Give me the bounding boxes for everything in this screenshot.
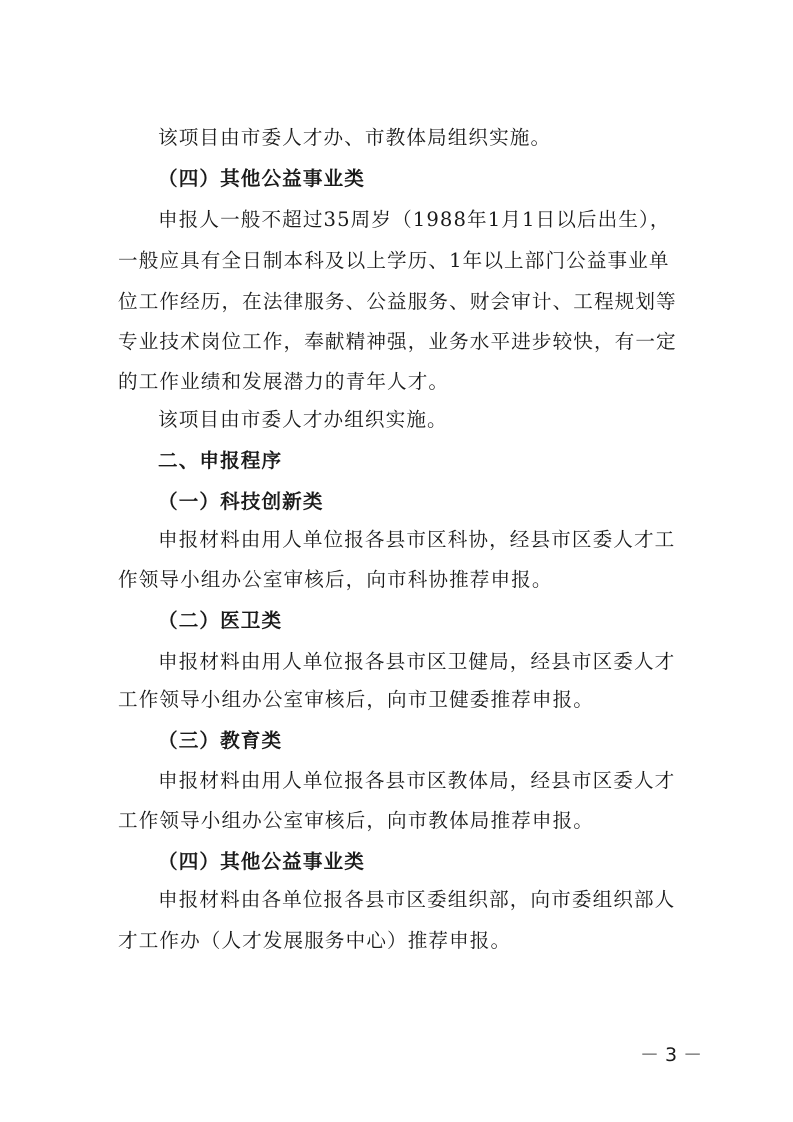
paragraph-line: 申报材料由用人单位报各县市区科协，经县市区委人才工 <box>158 528 676 551</box>
paragraph-line: 工作领导小组办公室审核后，向市卫健委推荐申报。 <box>118 688 594 711</box>
section-heading: 二、申报程序 <box>158 449 283 472</box>
paragraph-line: 专业技术岗位工作，奉献精神强，业务水平进步较快，有一定 <box>118 330 677 353</box>
paragraph-line: 申报材料由用人单位报各县市区卫健局，经县市区委人才 <box>158 650 676 673</box>
paragraph-line: 申报人一般不超过35周岁（1988年1月1日以后出生）， <box>158 208 671 231</box>
section-heading: （四）其他公益事业类 <box>158 167 365 190</box>
page-number: － 3 － <box>640 1044 703 1066</box>
paragraph-line: 申报材料由用人单位报各县市区教体局，经县市区委人才 <box>158 769 676 792</box>
paragraph-line: 申报材料由各单位报各县市区委组织部，向市委组织部人 <box>158 888 676 911</box>
section-heading: （二）医卫类 <box>158 609 283 632</box>
paragraph-line: 该项目由市委人才办组织实施。 <box>158 408 448 431</box>
section-heading: （三）教育类 <box>158 729 283 752</box>
paragraph-line: 位工作经历，在法律服务、公益服务、财会审计、工程规划等 <box>118 290 677 313</box>
paragraph-line: 才工作办（人才发展服务中心）推荐申报。 <box>118 929 512 952</box>
paragraph-line: 的工作业绩和发展潜力的青年人才。 <box>118 370 450 393</box>
paragraph-line: 作领导小组办公室审核后，向市科协推荐申报。 <box>118 568 553 591</box>
paragraph-line: 一般应具有全日制本科及以上学历、1年以上部门公益事业单 <box>118 249 670 272</box>
paragraph-line: 该项目由市委人才办、市教体局组织实施。 <box>158 126 552 149</box>
paragraph-line: 工作领导小组办公室审核后，向市教体局推荐申报。 <box>118 809 594 832</box>
section-heading: （一）科技创新类 <box>158 490 324 513</box>
section-heading: （四）其他公益事业类 <box>158 850 365 873</box>
